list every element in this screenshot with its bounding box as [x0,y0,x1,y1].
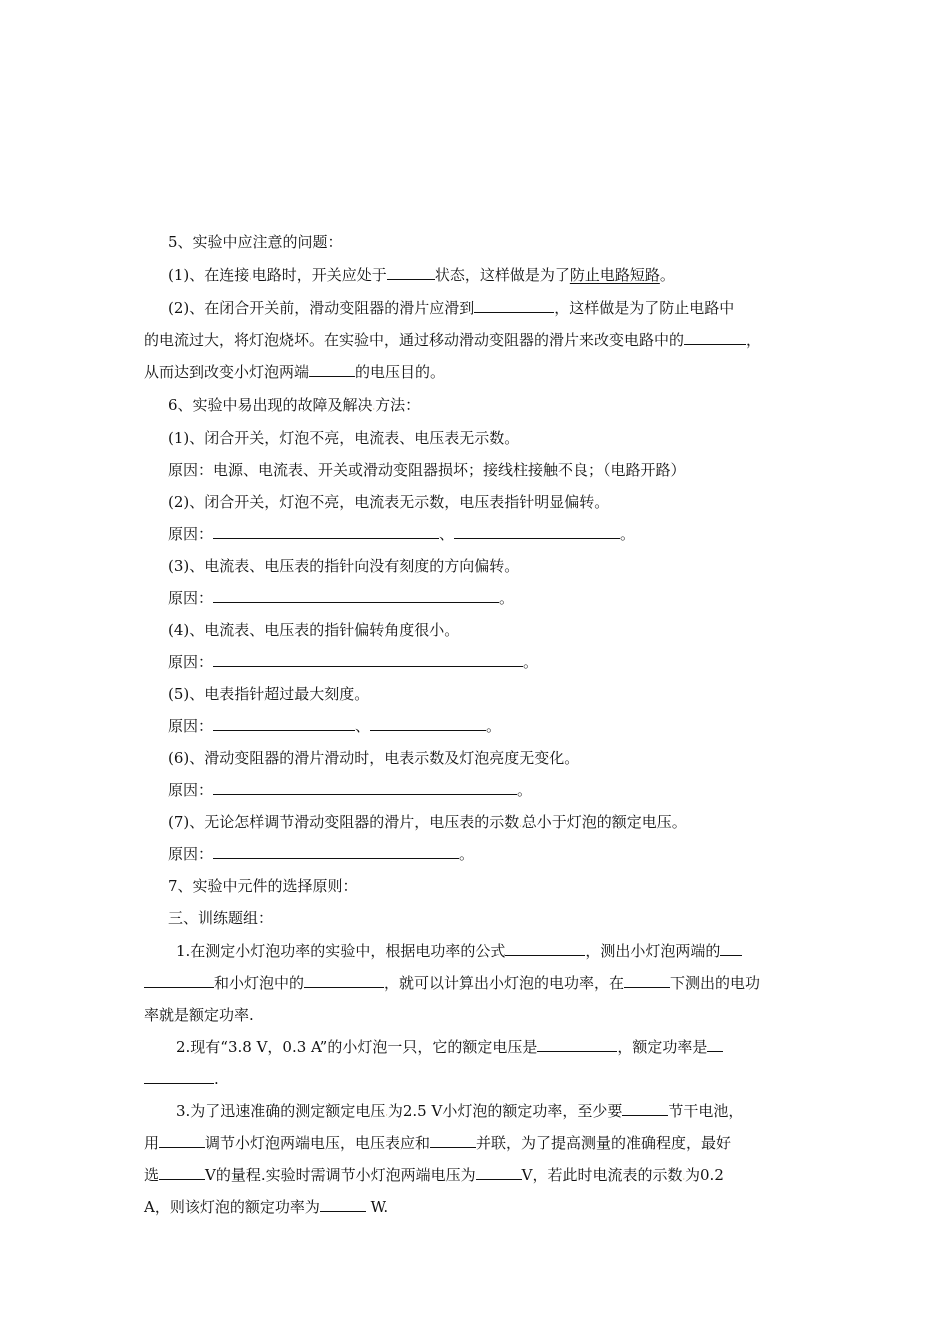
item-6-5: (5)、电表指针超过最大刻度。 [168,685,370,703]
question-3: 3.为了迅速准确的测定额定电压·为2.5 V小灯泡的额定功率，至少要 节干电池， [176,1102,744,1120]
fill-blank[interactable] [320,1197,366,1212]
section-7-heading: 7、实验中元件的选择原则： [168,877,358,895]
question-3-cont1: 用 调节小灯泡两端电压，电压表应和 并联，为了提高测量的准确程度，最好 [144,1134,732,1152]
item-6-7: (7)、无论怎样调节滑动变阻器的滑片，电压表的示数·总小于灯泡的额定电压。 [168,813,687,831]
fill-blank[interactable] [213,716,355,731]
item-6-4-reason: 原因： 。 [168,653,539,671]
item-6-6-reason: 原因： 。 [168,781,533,799]
fill-blank[interactable] [304,973,384,988]
mark-dot: · [385,1111,388,1120]
fill-blank[interactable] [624,973,670,988]
fill-blank[interactable] [430,1133,476,1148]
fill-blank[interactable] [707,1037,723,1052]
question-2-cont: . [144,1069,219,1089]
underlined-answer: 防止电路短路 [569,266,660,284]
question-2: 2.现有“3.8 V，0.3 A”的小灯泡一只，它的额定电压是 ，额定功率是 [176,1037,723,1057]
item-5-2-cont1: 的电流过大，将灯泡烧坏。在实验中，通过移动滑动变阻器的滑片来改变电路中的 ， [144,331,762,349]
item-6-6: (6)、滑动变阻器的滑片滑动时，电表示数及灯泡亮度无变化。 [168,749,580,767]
item-6-2: (2)、闭合开关，灯泡不亮，电流表无示数，电压表指针明显偏转。 [168,493,610,511]
fill-blank[interactable] [213,524,439,539]
question-3-cont2: 选 V的量程.实验时需调节小灯泡两端电压为 V，若此时电流表的示数·为0.2 [144,1166,724,1184]
question-1-cont1: 和小灯泡中的 ，就可以计算出小灯泡的电功率，在 下测出的电功 [144,973,760,993]
item-6-1-reason: 原因：电源、电流表、开关或滑动变阻器损坏；接线柱接触不良；（电路开路） [168,461,686,479]
item-6-3-reason: 原因： 。 [168,589,515,607]
section-5-heading: 5、实验中应注意的问题： [168,233,343,251]
question-1-cont2: 率就是额定功率. [144,1006,254,1024]
item-5-1: (1)、在连接·电路时，开关应处于 状态，这样做是为了防止电路短路。 [168,266,675,284]
fill-blank[interactable] [387,265,435,280]
fill-blank[interactable] [684,330,746,345]
fill-blank[interactable] [370,716,486,731]
item-5-2-cont2: 从而达到改变小灯泡两端 的电压目的。 [144,363,446,381]
fill-blank[interactable] [622,1101,668,1116]
fill-blank[interactable] [454,524,620,539]
fill-blank[interactable] [144,1069,214,1084]
fill-blank[interactable] [213,652,523,667]
question-3-cont3: A，则该灯泡的额定功率为 W. [144,1198,389,1216]
item-5-2: (2)、在闭合开关前，滑动变阻器的滑片应滑到 ，这样做是为了防止电路中 [168,299,735,317]
question-1: 1.在测定小灯泡功率的实验中，根据电功率的公式 ，测出小灯泡两端的 [176,941,742,961]
fill-blank[interactable] [537,1037,617,1052]
item-6-1: (1)、闭合开关，灯泡不亮，电流表、电压表无示数。 [168,429,520,447]
fill-blank[interactable] [505,941,585,956]
fill-blank[interactable] [159,1133,205,1148]
fill-blank[interactable] [213,844,459,859]
mark-dot: · [249,275,252,284]
fill-blank[interactable] [159,1165,205,1180]
item-6-7-reason: 原因： 。 [168,845,475,863]
section-3-heading: 三、训练题组： [168,909,274,927]
item-6-5-reason: 原因： 、 。 [168,717,502,735]
mark-dot: · [372,405,376,414]
section-6-heading: 6、实验中易出现的故障及解决·方法： [168,396,421,414]
fill-blank[interactable] [144,973,214,988]
fill-blank[interactable] [474,298,554,313]
mark-dot: · [682,1175,686,1184]
fill-blank[interactable] [476,1165,522,1180]
fill-blank[interactable] [213,588,499,603]
mark-dot: · [519,822,522,831]
item-6-4: (4)、电流表、电压表的指针偏转角度很小。 [168,621,460,639]
fill-blank[interactable] [309,362,355,377]
fill-blank[interactable] [213,780,517,795]
item-6-3: (3)、电流表、电压表的指针向没有刻度的方向偏转。 [168,557,520,575]
fill-blank[interactable] [720,941,742,956]
item-6-2-reason: 原因： 、 。 [168,525,636,543]
